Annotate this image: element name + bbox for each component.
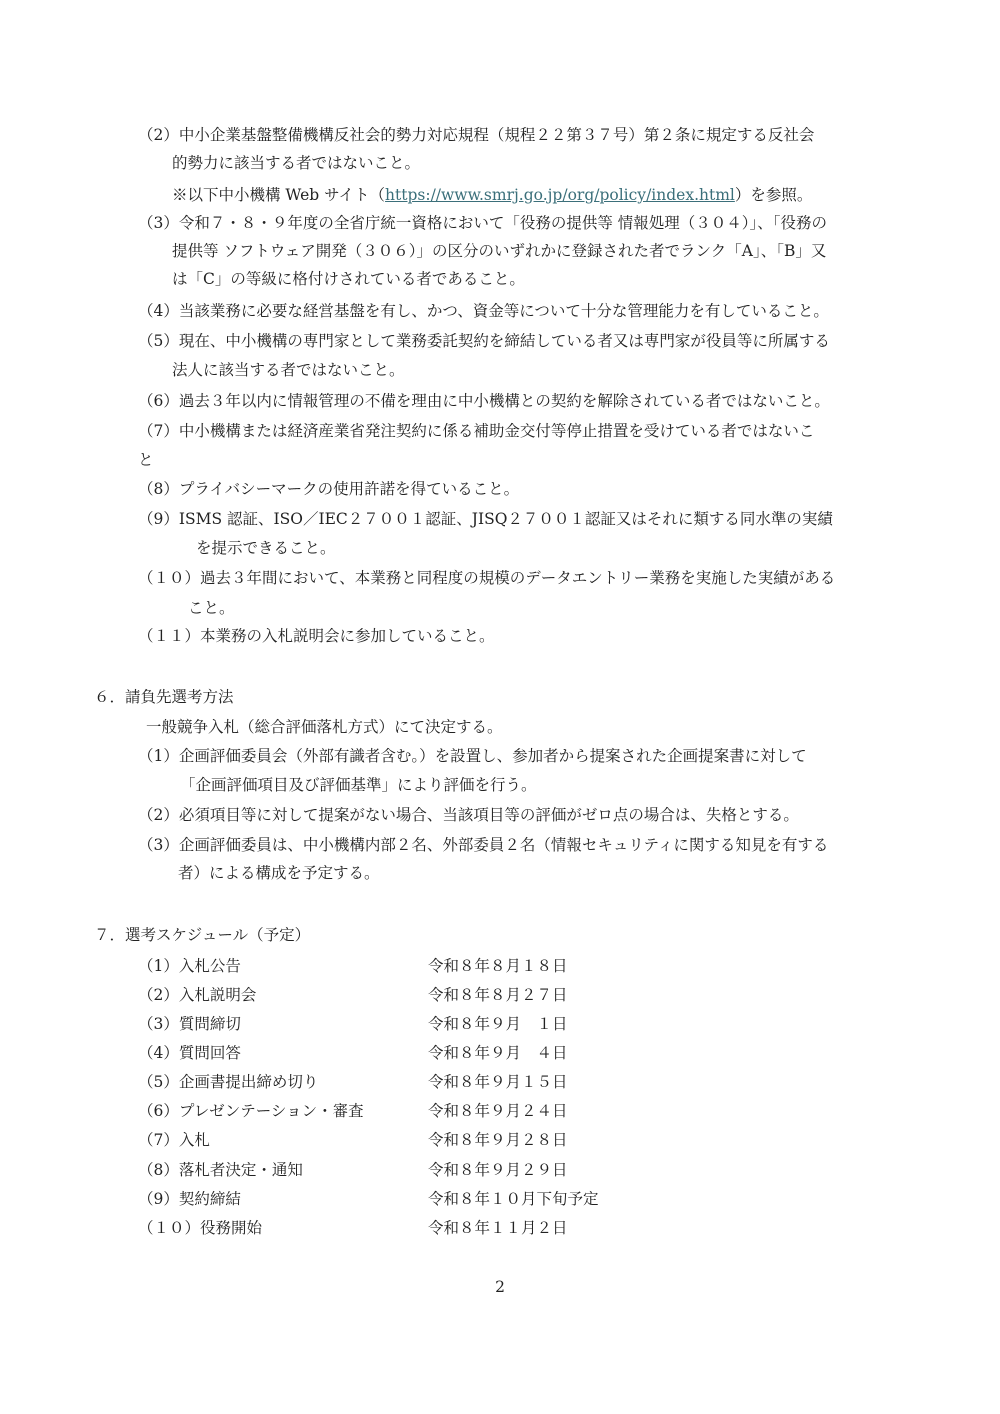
- schedule-label: （9）契約締結: [138, 1190, 241, 1208]
- schedule-date: 令和８年８月２７日: [428, 986, 568, 1004]
- section6-item3-line1: （3）企画評価委員は、中小機構内部２名、外部委員２名（情報セキュリティに関する知見を有する: [138, 836, 829, 854]
- schedule-date: 令和８年９月 ４日: [428, 1044, 568, 1062]
- schedule-label: （１０）役務開始: [138, 1219, 263, 1237]
- req-item9-line2: を提示できること。: [196, 539, 336, 557]
- req-item3-line1: （3）令和７・８・９年度の全省庁統一資格において「役務の提供等 情報処理（３０４）」、「役務の: [138, 214, 828, 232]
- schedule-date: 令和８年１１月２日: [428, 1219, 568, 1237]
- schedule-date: 令和８年９月２４日: [428, 1102, 568, 1120]
- schedule-date: 令和８年９月 １日: [428, 1015, 568, 1033]
- schedule-label: （3）質問締切: [138, 1015, 241, 1033]
- req-item2-line1: （2）中小企業基盤整備機構反社会的勢力対応規程（規程２２第３７号）第２条に規定する反社会: [138, 126, 815, 144]
- section6-item1-line2: 「企画評価項目及び評価基準」により評価を行う。: [180, 776, 537, 794]
- req-item7-line1: （7）中小機構または経済産業省発注契約に係る補助金交付等停止措置を受けている者ではないこ: [138, 422, 815, 440]
- schedule-date: 令和８年８月１８日: [428, 957, 568, 975]
- schedule-label: （6）プレゼンテーション・審査: [138, 1102, 364, 1120]
- req-item9-line1: （9）ISMS 認証、ISO／IEC２７００１認証、JISQ２７００１認証又はそれに類する同水準の実績: [138, 510, 833, 528]
- section6-item2: （2）必須項目等に対して提案がない場合、当該項目等の評価がゼロ点の場合は、失格とする。: [138, 806, 799, 824]
- req-item3-line3: は「C」の等級に格付けされている者であること。: [172, 270, 525, 288]
- schedule-label: （2）入札説明会: [138, 986, 257, 1004]
- section6-heading: ６．請負先選考方法: [94, 688, 234, 706]
- policy-link[interactable]: https://www.smrj.go.jp/org/policy/index.html: [385, 186, 735, 204]
- req-item7-line2: と: [138, 451, 154, 469]
- schedule-date: 令和８年９月２８日: [428, 1131, 568, 1149]
- req-item2-line2: 的勢力に該当する者ではないこと。: [172, 154, 421, 172]
- section6-item1-line1: （1）企画評価委員会（外部有識者含む。）を設置し、参加者から提案された企画提案書に対して: [138, 747, 807, 765]
- req-item2-note-prefix: ※以下中小機構 Web サイト（: [172, 186, 386, 204]
- section7-heading: ７．選考スケジュール（予定）: [94, 926, 311, 944]
- schedule-label: （4）質問回答: [138, 1044, 241, 1062]
- page-number: 2: [495, 1278, 505, 1296]
- req-item2-note-suffix: ）を参照。: [734, 186, 813, 204]
- schedule-label: （5）企画書提出締め切り: [138, 1073, 319, 1091]
- schedule-label: （1）入札公告: [138, 957, 241, 975]
- req-item10-line2: こと。: [188, 599, 235, 617]
- schedule-date: 令和８年９月２９日: [428, 1161, 568, 1179]
- schedule-label: （7）入札: [138, 1131, 210, 1149]
- schedule-date: 令和８年１０月下旬予定: [428, 1190, 599, 1208]
- req-item5-line2: 法人に該当する者ではないこと。: [172, 361, 405, 379]
- req-item10-line1: （１０）過去３年間において、本業務と同程度の規模のデータエントリー業務を実施した実績がある: [138, 569, 836, 587]
- req-item3-line2: 提供等 ソフトウェア開発（３０６）」の区分のいずれかに登録された者でランク「A」、「B」又: [172, 242, 827, 260]
- req-item11: （１１）本業務の入札説明会に参加していること。: [138, 627, 495, 645]
- schedule-label: （8）落札者決定・通知: [138, 1161, 303, 1179]
- req-item5-line1: （5）現在、中小機構の専門家として業務委託契約を締結している者又は専門家が役員等に所属する: [138, 332, 830, 350]
- req-item8: （8）プライバシーマークの使用許諾を得ていること。: [138, 480, 520, 498]
- section6-intro: 一般競争入札（総合評価落札方式）にて決定する。: [146, 718, 503, 736]
- req-item6: （6）過去３年以内に情報管理の不備を理由に中小機構との契約を解除されている者ではないこと。: [138, 392, 830, 410]
- req-item2-note: [172, 184, 812, 206]
- section6-item3-line2: 者）による構成を予定する。: [178, 864, 380, 882]
- schedule-date: 令和８年９月１５日: [428, 1073, 568, 1091]
- req-item4: （4）当該業務に必要な経営基盤を有し、かつ、資金等について十分な管理能力を有していること。: [138, 302, 829, 320]
